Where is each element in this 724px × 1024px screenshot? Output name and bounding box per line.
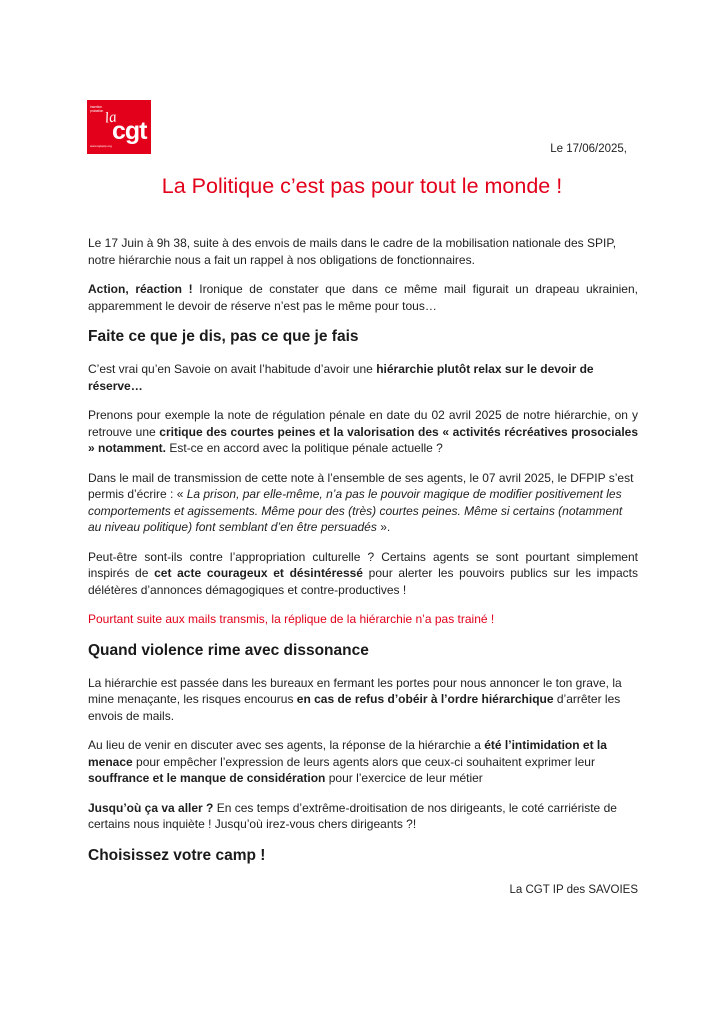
bold-text: cet acte courageux et désintéressé: [154, 566, 363, 581]
paragraph-intimidation: [88, 737, 638, 787]
paragraph-text: d’arrêter les envois de mails.: [88, 692, 621, 723]
section-heading-faite: Faite ce que je dis, pas ce que je fais: [88, 327, 359, 345]
bold-text: Jusqu’où ça va aller ?: [88, 800, 214, 815]
document-body: [88, 235, 638, 880]
paragraph-text: Au lieu de venir en discuter avec ses agents, la réponse de la hiérarchie a: [88, 738, 485, 753]
paragraph-intro: Le 17 Juin à 9h 38, suite à des envois de mails dans le cadre de la mobilisation nationale des SPIP, notre hiérarchie nous a fait un rappel à nos obligations de fonctionnaires.: [88, 236, 617, 267]
bold-text: Action, réaction !: [88, 281, 193, 296]
paragraph-bureaux: [88, 675, 638, 725]
paragraph-dfpip-quote: [88, 470, 638, 536]
paragraph-text: C’est vrai qu’en Savoie on avait l’habitude d’avoir une: [88, 361, 377, 376]
paragraph-text: Peut-être sont-ils contre l’appropriation culturelle ? Certains agents se sont pourtant simplement inspirés de: [88, 549, 638, 581]
paragraph-note-regulation: [88, 407, 638, 457]
logo-subtitle-insertion: insertion: [90, 105, 103, 109]
logo-cgt: cgt: [112, 117, 147, 145]
bold-text: en cas de refus d’obéir à l’ordre hiérarchique: [296, 692, 554, 707]
paragraph-savoie: [88, 361, 638, 394]
logo-subtitle-probation: probation: [90, 109, 104, 113]
paragraph-red-reply: Pourtant suite aux mails transmis, la réplique de la hiérarchie n’a pas trainé !: [88, 612, 495, 627]
signature: La CGT IP des SAVOIES: [509, 884, 638, 896]
paragraph-appropriation: [88, 549, 638, 599]
document-title: La Politique c’est pas pour tout le monde !: [161, 174, 563, 198]
bold-text: hiérarchie plutôt relax sur le devoir de réserve…: [88, 361, 594, 393]
paragraph-text: Ironique de constater que dans ce même mail figurait un drapeau ukrainien, apparemment le devoir de réserve n’est pas le même pour tous…: [88, 281, 638, 313]
italic-quote: La prison, par elle-même, n’a pas le pouvoir magique de modifier positivement les comportements et agissements. Même pour des (très) courtes peines. Même si certains (notamment au niveau politique) font semblant d’en être persuadés: [88, 487, 623, 535]
cgt-logo: [87, 100, 151, 154]
paragraph-text: pour l’exercice de leur métier: [325, 771, 483, 786]
bold-text: été l’intimidation et la menace: [88, 738, 607, 769]
bold-text: souffrance et le manque de considération: [88, 771, 326, 786]
logo-website: www.cgtspip.org: [90, 144, 112, 148]
paragraph-text: Est-ce en accord avec la politique pénale actuelle ?: [166, 441, 443, 456]
paragraph-text: Prenons pour exemple la note de régulation pénale en date du 02 avril 2025 de notre hiérarchie, on y retrouve une: [88, 407, 638, 439]
document-date: Le 17/06/2025,: [550, 143, 627, 155]
paragraph-text: En ces temps d’extrême-droitisation de nos dirigeants, le coté carriériste de certains nous inquiète ! Jusqu’où irez-vous chers dirigeants ?!: [88, 800, 617, 832]
logo-la: la: [103, 109, 118, 127]
paragraph-text: ».: [376, 520, 391, 535]
section-heading-choisissez: Choisissez votre camp !: [88, 846, 266, 864]
paragraph-action-reaction: [88, 281, 638, 314]
paragraph-text: pour empêcher l’expression de leurs agents alors que ceux-ci souhaitent exprimer leur: [132, 754, 595, 769]
bold-text: critique des courtes peines et la valorisation des « activités récréatives prosociales » notamment.: [88, 424, 638, 456]
section-heading-violence: Quand violence rime avec dissonance: [88, 641, 369, 659]
paragraph-text: La hiérarchie est passée dans les bureaux en fermant les portes pour nous annoncer le ton grave, la mine menaçante, les risques encourus: [88, 675, 622, 707]
paragraph-jusquou: [88, 800, 638, 833]
paragraph-text: Dans le mail de transmission de cette note à l’ensemble de ses agents, le 07 avril 2025, le DFPIP s’est permis d’écrire : «: [88, 470, 634, 502]
paragraph-text: pour alerter les pouvoirs publics sur les impacts délétères d’annonces démagogiques et contre-productives !: [88, 566, 638, 597]
